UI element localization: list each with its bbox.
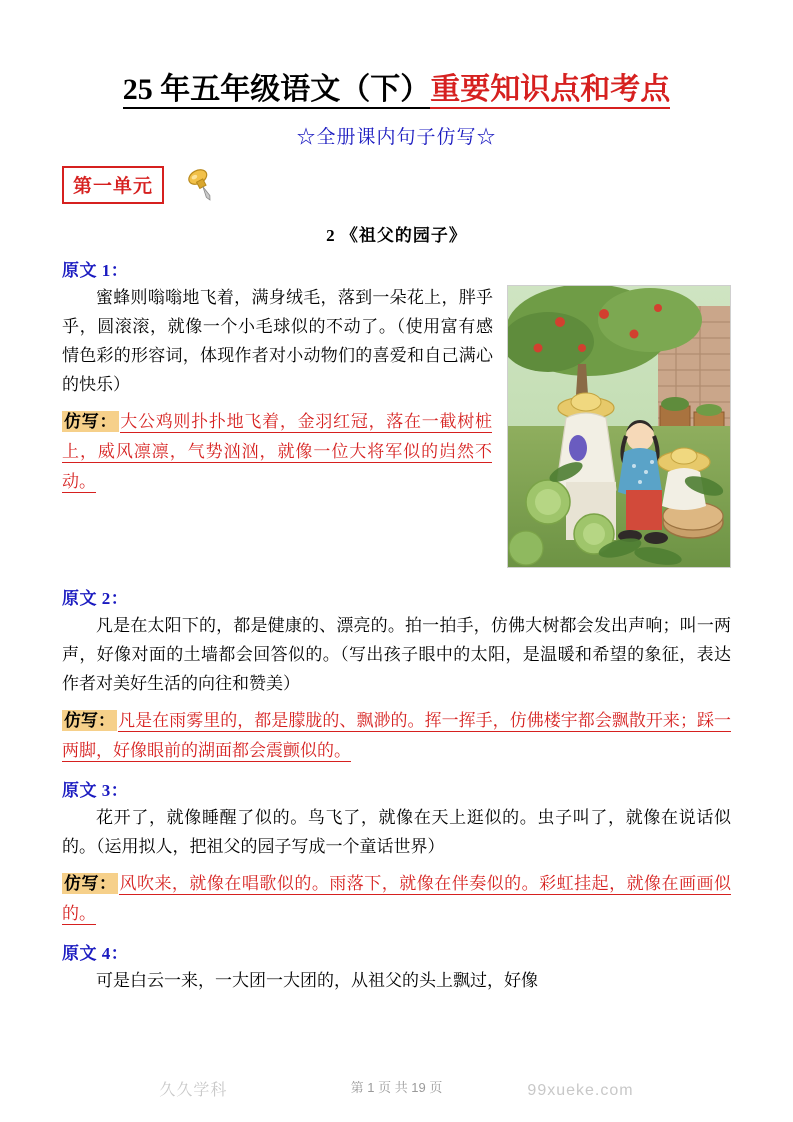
page-footer: 第 1 页 共 19 页 xyxy=(350,1080,443,1095)
imitation-tag-3: 仿写： xyxy=(64,874,117,893)
lesson-title: 2 《祖父的园子》 xyxy=(326,226,467,245)
imitation-text-2: 凡是在雨雾里的，都是朦胧的、飘渺的。挥一挥手，仿佛楼宇都会飘散开来；踩一两脚，好像眼前的湖面都会震颤似的。 xyxy=(62,711,732,760)
page-title xyxy=(62,64,731,108)
watermark-left: 久久学科 xyxy=(159,1082,228,1099)
imitation-block-1 xyxy=(62,407,492,497)
imitation-text-1: 大公鸡则扑扑地飞着，金羽红冠，落在一截树桩上，威风凛凛，气势汹汹，就像一位大将军似的岿然不动。 xyxy=(62,412,493,491)
imitation-tag-1: 仿写： xyxy=(64,412,118,431)
section-label-2: 原文 2： xyxy=(62,589,129,608)
unit-row xyxy=(62,165,731,205)
page-subtitle: ☆全册课内句子仿写☆ xyxy=(296,127,497,148)
original-text-2: 凡是在太阳下的，都是健康的、漂亮的。拍一拍手，仿佛大树都会发出声响；叫一两声，好像对面的土墙都会回答似的。（写出孩子眼中的太阳，是温暖和希望的象征，表达作者对美好生活的向往和赞美） xyxy=(62,616,731,693)
unit-badge: 第一单元 xyxy=(62,166,164,204)
original-text-3: 花开了，就像睡醒了似的。鸟飞了，就像在天上逛似的。虫子叫了，就像在说话似的。（运用拟人，把祖父的园子写成一个童话世界） xyxy=(62,808,731,856)
section-label-4: 原文 4： xyxy=(62,944,129,963)
title-main: 25 年五年级语文（下） xyxy=(123,73,431,109)
section-label-1: 原文 1： xyxy=(62,261,129,280)
imitation-text-3: 风吹来，就像在唱歌似的。雨落下，就像在伴奏似的。彩虹挂起，就像在画画似的。 xyxy=(62,874,732,923)
original-text-4: 可是白云一来，一大团一大团的，从祖父的头上飘过，好像 xyxy=(96,971,538,990)
original-text-1: 蜜蜂则嗡嗡地飞着，满身绒毛，落到一朵花上，胖乎乎，圆滚滚，就像一个小毛球似的不动了。（使用富有感情色彩的形容词，体现作者对小动物们的喜爱和自己满心的快乐） xyxy=(62,288,493,394)
imitation-block-3 xyxy=(62,869,731,929)
pushpin-icon xyxy=(182,166,222,204)
section-label-3: 原文 3： xyxy=(62,781,129,800)
imitation-block-2 xyxy=(62,706,731,766)
watermark-right: 99xueke.com xyxy=(527,1082,634,1099)
garden-children-illustration xyxy=(507,285,731,568)
imitation-tag-2: 仿写： xyxy=(64,711,116,730)
title-highlight: 重要知识点和考点 xyxy=(430,73,670,109)
